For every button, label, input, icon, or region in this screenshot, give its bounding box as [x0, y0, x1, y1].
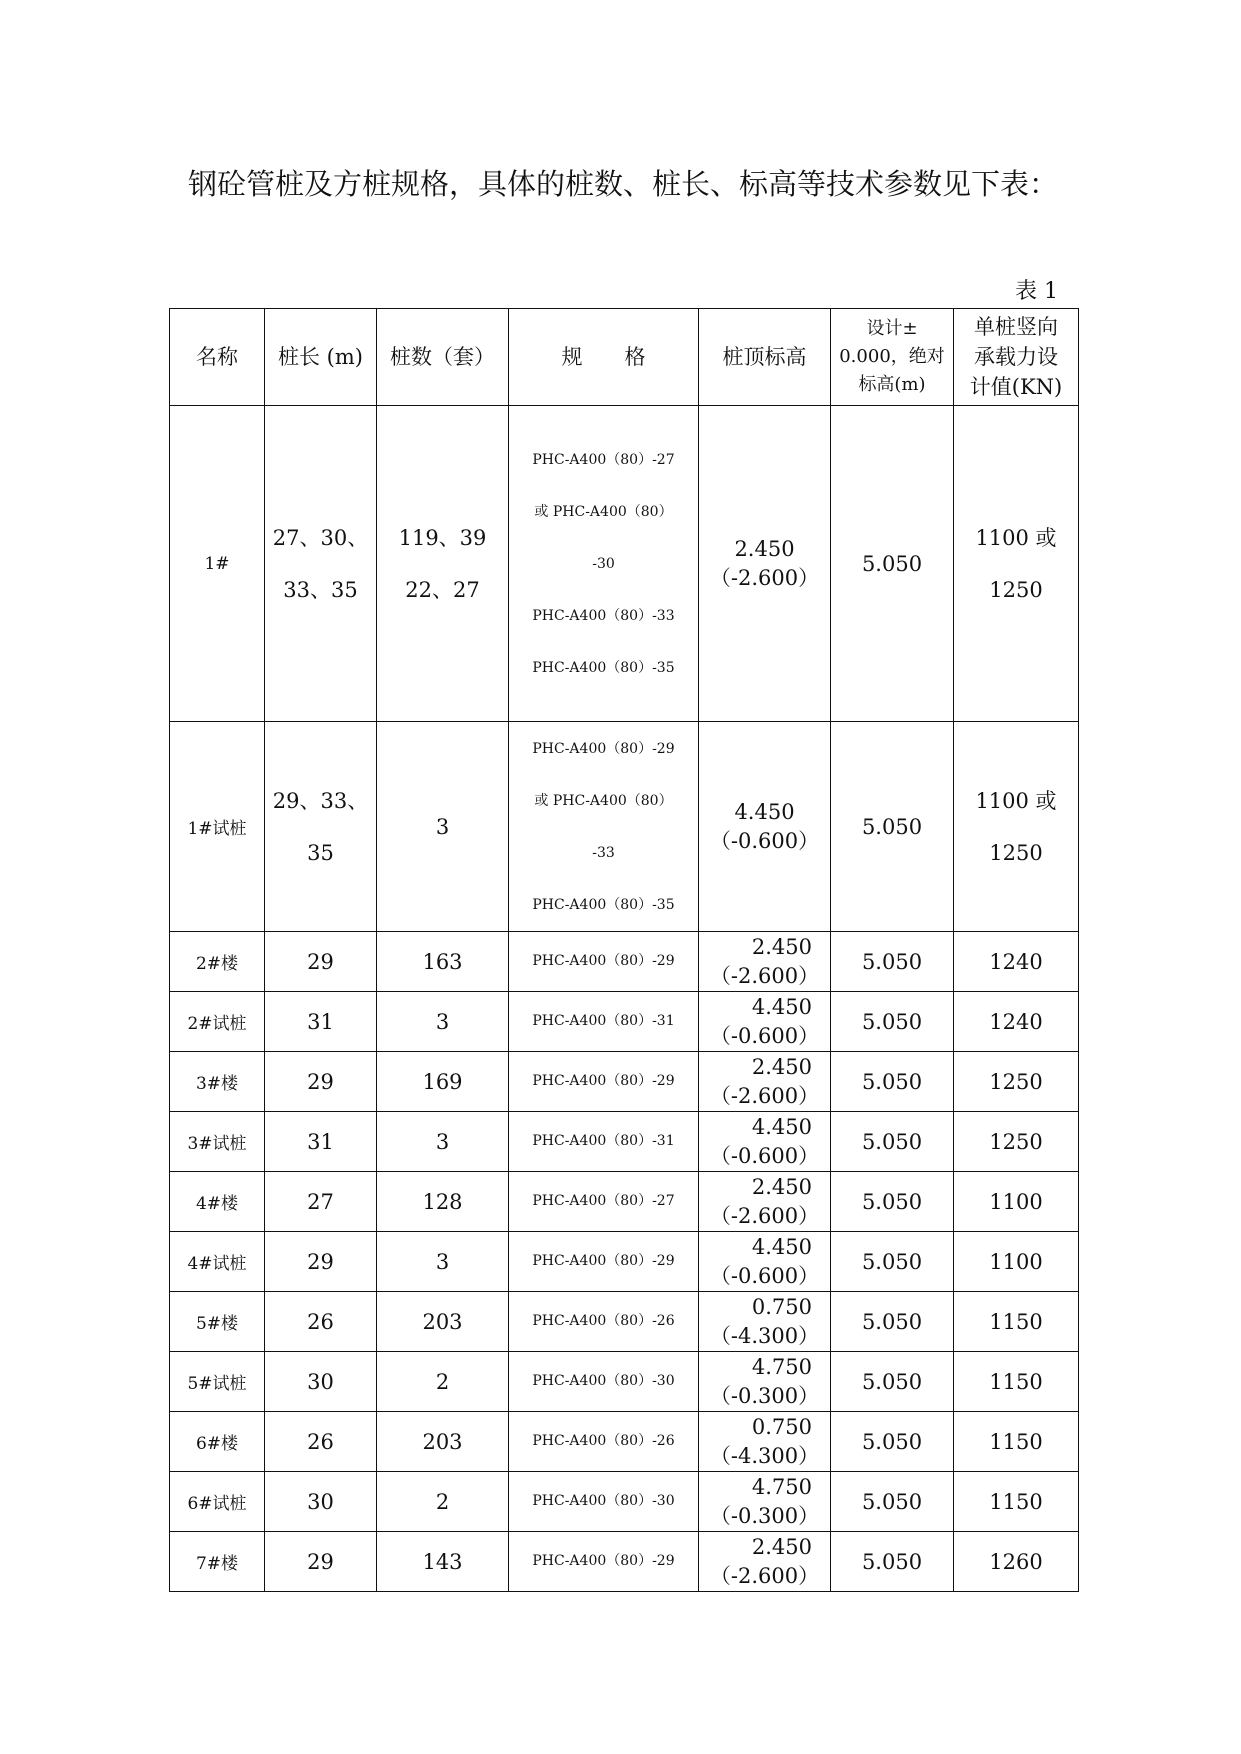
cell-count-line: 119、39	[398, 525, 487, 550]
cell-length-line: 29、33、	[272, 788, 369, 813]
header-design-line: 0.000，绝对	[839, 346, 945, 367]
cell-capacity: 1240	[954, 992, 1079, 1052]
cell-elev-line: （-0.300）	[709, 1503, 820, 1528]
cell-spec-line: 或 PHC-A400（80）	[534, 503, 673, 520]
table-row	[170, 1172, 1079, 1232]
cell-capacity: 1100	[954, 1232, 1079, 1292]
cell-count: 128	[377, 1172, 509, 1232]
cell-count: 203	[377, 1292, 509, 1352]
cell-length: 29	[265, 932, 377, 992]
cell-capacity: 1250	[954, 1112, 1079, 1172]
header-spec: 规 格	[509, 309, 699, 406]
cell-capacity: 1250	[954, 1052, 1079, 1112]
table-row	[170, 1472, 1079, 1532]
cell-elev-line: （-0.600）	[709, 1023, 820, 1048]
cell-spec: PHC-A400（80）-26	[509, 1412, 699, 1472]
cell-elev-line: （-2.600）	[709, 565, 820, 590]
header-capacity-line: 计值(KN)	[969, 375, 1063, 399]
cell-length: 29	[265, 1232, 377, 1292]
cell-elev-line: （-0.600）	[709, 828, 820, 853]
cell-spec: PHC-A400（80）-29	[509, 932, 699, 992]
cell-spec-line: PHC-A400（80）-35	[532, 659, 675, 676]
cell-count: 143	[377, 1532, 509, 1592]
cell-capacity: 1100	[954, 1172, 1079, 1232]
intro-paragraph: 钢砼管桩及方桩规格，具体的桩数、桩长、标高等技术参数见下表：	[188, 167, 1059, 201]
cell-capacity-line: 1100 或	[975, 525, 1057, 550]
cell-count: 169	[377, 1052, 509, 1112]
cell-elev-line: 4.450	[751, 994, 812, 1019]
header-design-line: 设计±	[866, 318, 918, 339]
cell-spec-line: -30	[592, 555, 615, 572]
cell-top-elevation	[699, 1472, 831, 1532]
cell-length: 26	[265, 1412, 377, 1472]
table-row	[170, 992, 1079, 1052]
cell-elev-line: 4.450	[751, 1234, 812, 1259]
cell-spec: PHC-A400（80）-30	[509, 1472, 699, 1532]
cell-spec-line: 或 PHC-A400（80）	[534, 792, 673, 809]
cell-name: 3#试桩	[170, 1112, 265, 1172]
cell-length: 30	[265, 1352, 377, 1412]
table-row	[170, 1292, 1079, 1352]
cell-elev-line: 2.450	[751, 1534, 812, 1559]
cell-spec: PHC-A400（80）-30	[509, 1352, 699, 1412]
header-top-elevation: 桩顶标高	[699, 309, 831, 406]
cell-design-elevation: 5.050	[831, 1292, 954, 1352]
cell-design-elevation: 5.050	[831, 1532, 954, 1592]
table-row	[170, 406, 1079, 722]
cell-spec-line: -33	[592, 844, 615, 861]
cell-elev-line: （-4.300）	[709, 1323, 820, 1348]
cell-spec: PHC-A400（80）-29	[509, 1232, 699, 1292]
table-header-row	[170, 309, 1079, 406]
cell-name: 1#试桩	[170, 722, 265, 932]
cell-elev-line: （-2.600）	[709, 1563, 820, 1588]
cell-elev-line: 4.750	[751, 1354, 812, 1379]
cell-design-elevation: 5.050	[831, 722, 954, 932]
cell-top-elevation	[699, 1352, 831, 1412]
cell-design-elevation: 5.050	[831, 1412, 954, 1472]
cell-length: 31	[265, 1112, 377, 1172]
cell-capacity: 1150	[954, 1412, 1079, 1472]
cell-top-elevation	[699, 1112, 831, 1172]
cell-elev-line: （-0.300）	[709, 1383, 820, 1408]
cell-name: 4#楼	[170, 1172, 265, 1232]
cell-top-elevation	[699, 1292, 831, 1352]
cell-count: 3	[377, 1112, 509, 1172]
cell-name: 5#试桩	[170, 1352, 265, 1412]
table-row	[170, 1352, 1079, 1412]
cell-count: 2	[377, 1352, 509, 1412]
cell-name: 6#试桩	[170, 1472, 265, 1532]
table-row	[170, 932, 1079, 992]
header-name: 名称	[170, 309, 265, 406]
table-row	[170, 1412, 1079, 1472]
cell-length-line: 27、30、	[272, 525, 369, 550]
header-design-elevation	[831, 309, 954, 406]
cell-length-line: 35	[307, 840, 334, 865]
cell-spec	[509, 406, 699, 722]
cell-capacity: 1150	[954, 1292, 1079, 1352]
cell-spec: PHC-A400（80）-31	[509, 992, 699, 1052]
cell-spec: PHC-A400（80）-31	[509, 1112, 699, 1172]
cell-top-elevation	[699, 992, 831, 1052]
cell-length: 26	[265, 1292, 377, 1352]
cell-elev-line: 0.750	[751, 1414, 812, 1439]
cell-name: 5#楼	[170, 1292, 265, 1352]
cell-name: 2#试桩	[170, 992, 265, 1052]
cell-count: 2	[377, 1472, 509, 1532]
table-row	[170, 1052, 1079, 1112]
cell-elev-line: （-0.600）	[709, 1143, 820, 1168]
cell-elev-line: 4.750	[751, 1474, 812, 1499]
cell-capacity	[954, 406, 1079, 722]
cell-capacity: 1150	[954, 1352, 1079, 1412]
header-count: 桩数（套）	[377, 309, 509, 406]
cell-design-elevation: 5.050	[831, 932, 954, 992]
cell-length	[265, 722, 377, 932]
cell-design-elevation: 5.050	[831, 1352, 954, 1412]
cell-length: 31	[265, 992, 377, 1052]
cell-design-elevation: 5.050	[831, 1232, 954, 1292]
cell-top-elevation	[699, 1232, 831, 1292]
header-capacity-line: 单桩竖向	[974, 315, 1058, 339]
cell-elev-line: 4.450	[751, 1114, 812, 1139]
header-design-line: 标高(m)	[858, 374, 926, 395]
table-row	[170, 722, 1079, 932]
cell-design-elevation: 5.050	[831, 1112, 954, 1172]
cell-count: 3	[377, 992, 509, 1052]
cell-elev-line: （-2.600）	[709, 963, 820, 988]
cell-count-line: 22、27	[405, 577, 480, 602]
cell-name: 7#楼	[170, 1532, 265, 1592]
header-length: 桩长 (m)	[265, 309, 377, 406]
cell-name: 2#楼	[170, 932, 265, 992]
cell-spec: PHC-A400（80）-29	[509, 1532, 699, 1592]
cell-name: 1#	[170, 406, 265, 722]
cell-spec	[509, 722, 699, 932]
cell-spec: PHC-A400（80）-26	[509, 1292, 699, 1352]
cell-elev-line: （-4.300）	[709, 1443, 820, 1468]
table-row	[170, 1112, 1079, 1172]
cell-design-elevation: 5.050	[831, 1172, 954, 1232]
header-capacity-line: 承载力设	[974, 345, 1058, 369]
cell-spec-line: PHC-A400（80）-27	[532, 451, 675, 468]
header-capacity	[954, 309, 1079, 406]
cell-design-elevation: 5.050	[831, 992, 954, 1052]
cell-spec-line: PHC-A400（80）-33	[532, 607, 675, 624]
cell-elev-line: （-2.600）	[709, 1203, 820, 1228]
cell-count	[377, 406, 509, 722]
cell-length: 30	[265, 1472, 377, 1532]
cell-elev-line: 2.450	[734, 536, 795, 561]
table-label: 表 1	[1015, 279, 1058, 304]
cell-top-elevation	[699, 722, 831, 932]
table-row	[170, 1532, 1079, 1592]
cell-elev-line: （-2.600）	[709, 1083, 820, 1108]
cell-spec-line: PHC-A400（80）-29	[532, 740, 675, 757]
cell-length: 29	[265, 1052, 377, 1112]
cell-length: 29	[265, 1532, 377, 1592]
cell-count: 3	[377, 1232, 509, 1292]
table-row	[170, 1232, 1079, 1292]
cell-name: 6#楼	[170, 1412, 265, 1472]
cell-elev-line: 2.450	[751, 1054, 812, 1079]
cell-capacity: 1150	[954, 1472, 1079, 1532]
cell-capacity: 1260	[954, 1532, 1079, 1592]
cell-elev-line: 2.450	[751, 1174, 812, 1199]
cell-top-elevation	[699, 1052, 831, 1112]
pile-spec-table	[169, 308, 1079, 1592]
cell-capacity-line: 1100 或	[975, 788, 1057, 813]
cell-name: 3#楼	[170, 1052, 265, 1112]
cell-top-elevation	[699, 406, 831, 722]
cell-elev-line: 0.750	[751, 1294, 812, 1319]
cell-elev-line: 2.450	[751, 934, 812, 959]
cell-length	[265, 406, 377, 722]
cell-length-line: 33、35	[283, 577, 358, 602]
cell-capacity: 1240	[954, 932, 1079, 992]
cell-design-elevation: 5.050	[831, 1052, 954, 1112]
cell-count: 203	[377, 1412, 509, 1472]
cell-name: 4#试桩	[170, 1232, 265, 1292]
cell-design-elevation: 5.050	[831, 406, 954, 722]
cell-capacity	[954, 722, 1079, 932]
cell-spec-line: PHC-A400（80）-35	[532, 896, 675, 913]
cell-design-elevation: 5.050	[831, 1472, 954, 1532]
cell-count: 163	[377, 932, 509, 992]
cell-top-elevation	[699, 1172, 831, 1232]
cell-spec: PHC-A400（80）-29	[509, 1052, 699, 1112]
cell-length: 27	[265, 1172, 377, 1232]
cell-capacity-line: 1250	[989, 840, 1043, 865]
cell-count: 3	[377, 722, 509, 932]
cell-elev-line: 4.450	[734, 799, 795, 824]
cell-top-elevation	[699, 1412, 831, 1472]
cell-spec: PHC-A400（80）-27	[509, 1172, 699, 1232]
cell-top-elevation	[699, 932, 831, 992]
cell-capacity-line: 1250	[989, 577, 1043, 602]
cell-elev-line: （-0.600）	[709, 1263, 820, 1288]
cell-top-elevation	[699, 1532, 831, 1592]
